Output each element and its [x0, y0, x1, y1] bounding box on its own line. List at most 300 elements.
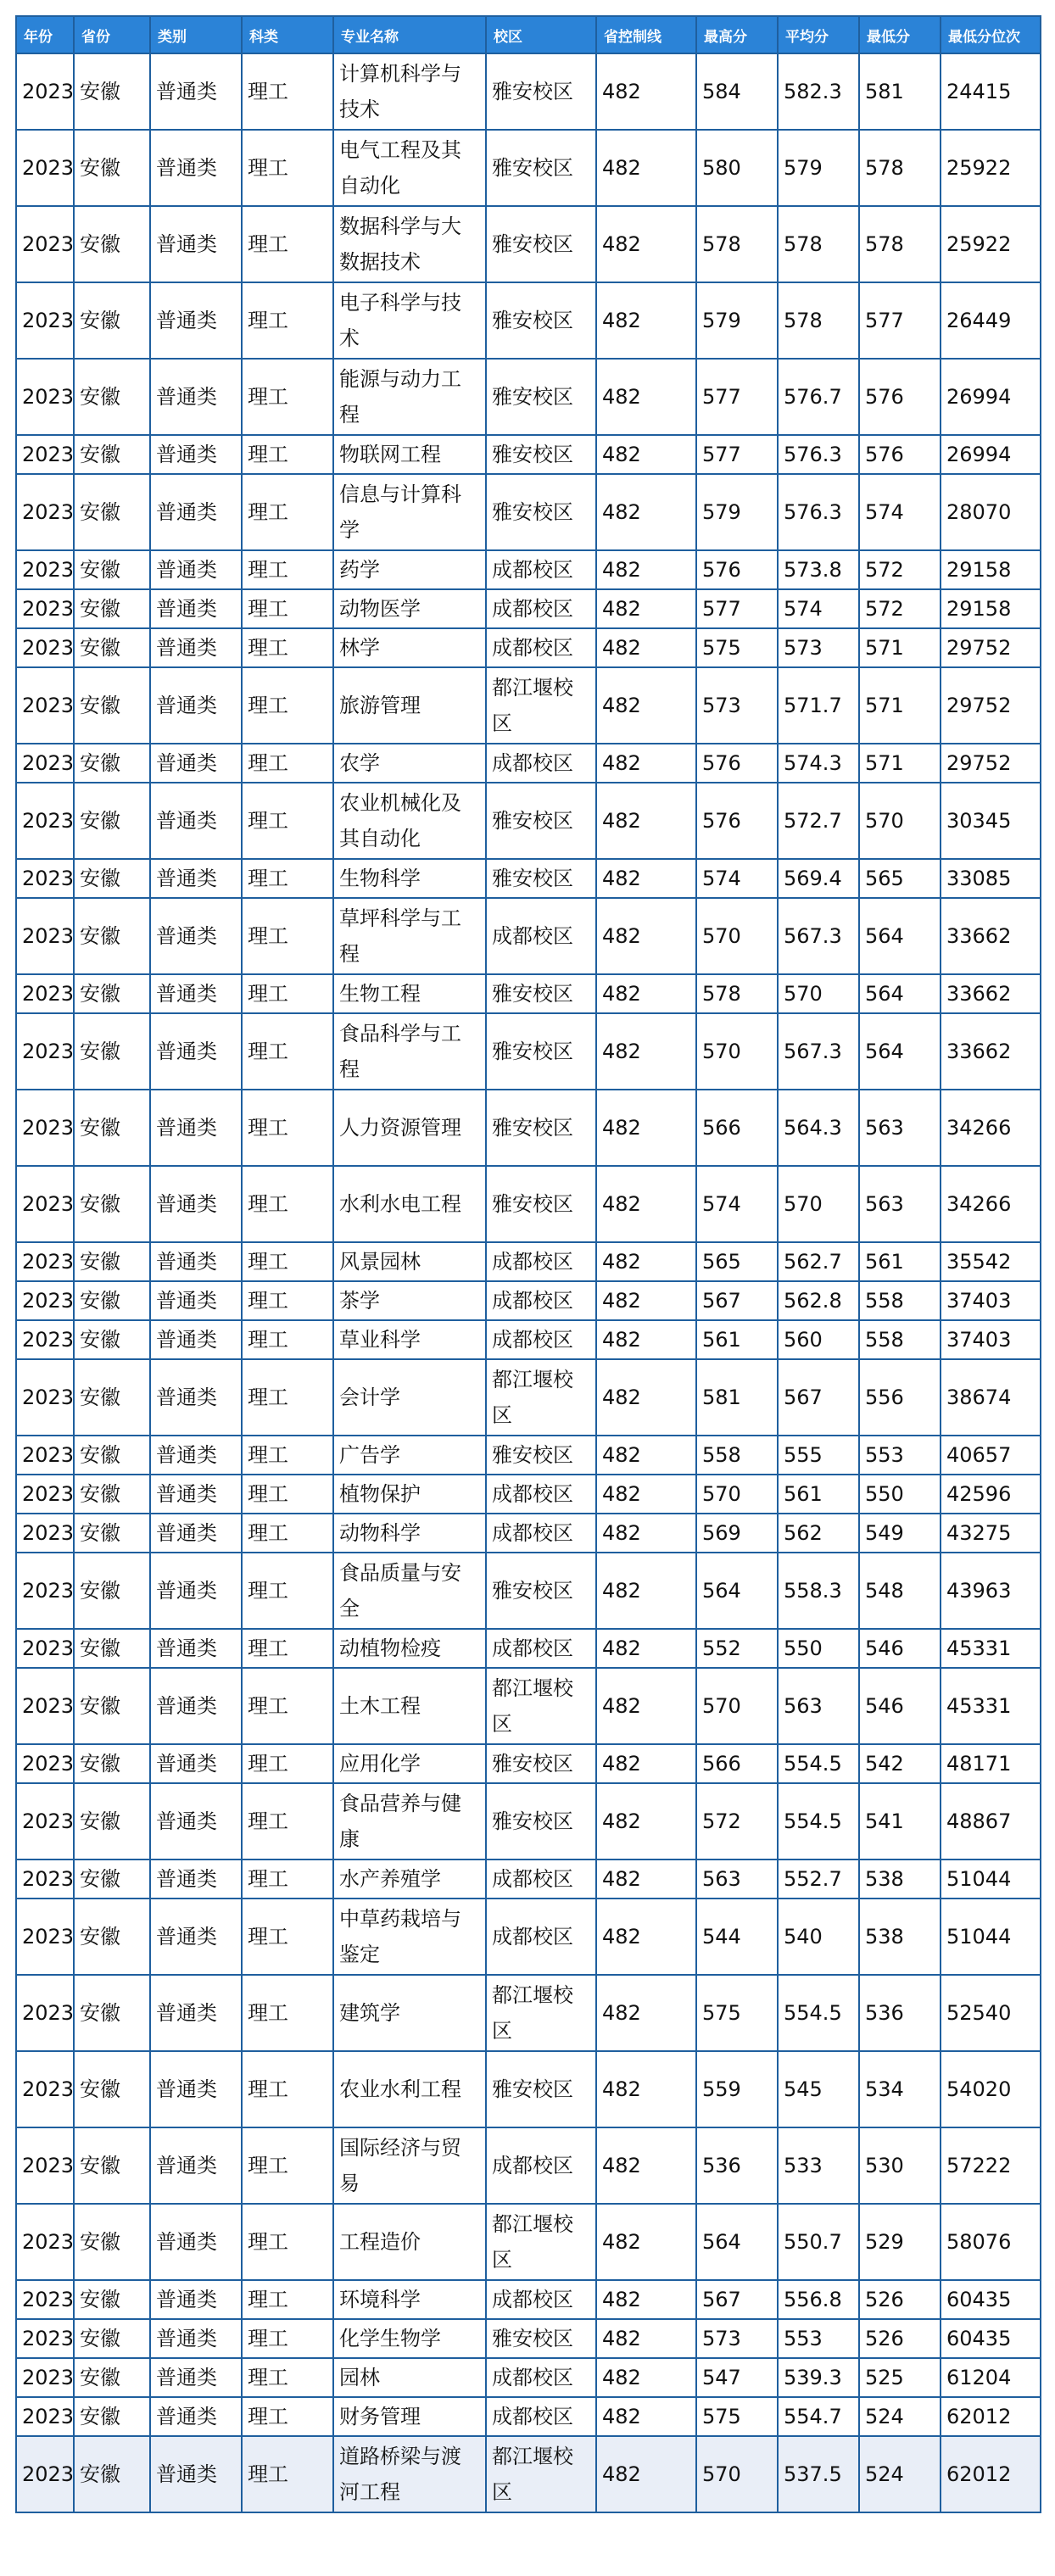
cell-major: 化学生物学 [333, 2319, 486, 2358]
cell-control-line: 482 [596, 667, 696, 744]
cell-min-score: 571 [859, 744, 941, 783]
cell-min-rank: 25922 [941, 206, 1041, 282]
cell-min-score: 571 [859, 628, 941, 667]
cell-min-score: 564 [859, 1013, 941, 1090]
table-row [16, 359, 1041, 435]
cell-max-score: 563 [696, 1860, 778, 1899]
table-row [16, 2127, 1041, 2204]
cell-max-score: 570 [696, 1013, 778, 1090]
table-row [16, 783, 1041, 859]
cell-subject: 理工 [242, 783, 333, 859]
cell-min-rank: 48171 [941, 1744, 1041, 1783]
cell-max-score: 566 [696, 1090, 778, 1166]
cell-province: 安徽 [74, 1320, 150, 1359]
cell-max-score: 570 [696, 1475, 778, 1514]
table-row [16, 130, 1041, 206]
header-category: 类别 [150, 16, 242, 53]
cell-max-score: 544 [696, 1899, 778, 1975]
cell-year: 2023 [16, 2397, 74, 2436]
cell-min-score: 550 [859, 1475, 941, 1514]
cell-min-score: 524 [859, 2436, 941, 2512]
cell-major: 能源与动力工程 [333, 359, 486, 435]
cell-max-score: 567 [696, 2280, 778, 2319]
cell-control-line: 482 [596, 1629, 696, 1668]
cell-min-rank: 25922 [941, 130, 1041, 206]
cell-max-score: 573 [696, 2319, 778, 2358]
cell-control-line: 482 [596, 1320, 696, 1359]
cell-min-score: 556 [859, 1359, 941, 1436]
cell-min-rank: 34266 [941, 1090, 1041, 1166]
cell-province: 安徽 [74, 1242, 150, 1281]
cell-avg-score: 563 [778, 1668, 859, 1744]
cell-min-rank: 29752 [941, 744, 1041, 783]
table-row [16, 1475, 1041, 1514]
cell-max-score: 536 [696, 2127, 778, 2204]
cell-category: 普通类 [150, 628, 242, 667]
cell-year: 2023 [16, 1359, 74, 1436]
cell-province: 安徽 [74, 1744, 150, 1783]
cell-min-rank: 48867 [941, 1783, 1041, 1860]
cell-avg-score: 573 [778, 628, 859, 667]
cell-control-line: 482 [596, 2397, 696, 2436]
cell-avg-score: 569.4 [778, 859, 859, 898]
cell-category: 普通类 [150, 1166, 242, 1242]
table-row [16, 2280, 1041, 2319]
cell-subject: 理工 [242, 2204, 333, 2280]
cell-subject: 理工 [242, 550, 333, 589]
cell-control-line: 482 [596, 2204, 696, 2280]
cell-category: 普通类 [150, 898, 242, 974]
cell-subject: 理工 [242, 2127, 333, 2204]
cell-min-rank: 62012 [941, 2397, 1041, 2436]
cell-major: 动植物检疫 [333, 1629, 486, 1668]
header-control-line: 省控制线 [596, 16, 696, 53]
cell-category: 普通类 [150, 2280, 242, 2319]
cell-campus: 雅安校区 [486, 2051, 596, 2127]
cell-avg-score: 539.3 [778, 2358, 859, 2397]
cell-province: 安徽 [74, 2436, 150, 2512]
table-row [16, 550, 1041, 589]
cell-subject: 理工 [242, 282, 333, 359]
cell-major: 会计学 [333, 1359, 486, 1436]
cell-category: 普通类 [150, 1436, 242, 1475]
cell-major: 道路桥梁与渡河工程 [333, 2436, 486, 2512]
cell-major: 电子科学与技术 [333, 282, 486, 359]
cell-campus: 雅安校区 [486, 53, 596, 130]
cell-max-score: 576 [696, 550, 778, 589]
cell-avg-score: 550 [778, 1629, 859, 1668]
cell-min-score: 530 [859, 2127, 941, 2204]
cell-control-line: 482 [596, 628, 696, 667]
cell-major: 农业机械化及其自动化 [333, 783, 486, 859]
cell-category: 普通类 [150, 1359, 242, 1436]
cell-subject: 理工 [242, 1320, 333, 1359]
table-body [16, 53, 1041, 2512]
cell-year: 2023 [16, 1744, 74, 1783]
cell-min-rank: 33085 [941, 859, 1041, 898]
cell-min-score: 524 [859, 2397, 941, 2436]
cell-province: 安徽 [74, 783, 150, 859]
cell-min-rank: 58076 [941, 2204, 1041, 2280]
cell-min-score: 546 [859, 1668, 941, 1744]
cell-year: 2023 [16, 898, 74, 974]
cell-min-rank: 45331 [941, 1629, 1041, 1668]
cell-avg-score: 570 [778, 1166, 859, 1242]
cell-control-line: 482 [596, 2280, 696, 2319]
cell-major: 食品营养与健康 [333, 1783, 486, 1860]
cell-campus: 成都校区 [486, 2127, 596, 2204]
cell-major: 广告学 [333, 1436, 486, 1475]
cell-control-line: 482 [596, 550, 696, 589]
cell-subject: 理工 [242, 1975, 333, 2051]
cell-subject: 理工 [242, 1013, 333, 1090]
cell-category: 普通类 [150, 130, 242, 206]
cell-year: 2023 [16, 1013, 74, 1090]
cell-min-rank: 51044 [941, 1899, 1041, 1975]
cell-category: 普通类 [150, 1475, 242, 1514]
cell-min-rank: 52540 [941, 1975, 1041, 2051]
cell-year: 2023 [16, 2319, 74, 2358]
cell-major: 林学 [333, 628, 486, 667]
table-row [16, 2204, 1041, 2280]
cell-min-rank: 45331 [941, 1668, 1041, 1744]
cell-avg-score: 550.7 [778, 2204, 859, 2280]
cell-campus: 雅安校区 [486, 1013, 596, 1090]
cell-min-score: 577 [859, 282, 941, 359]
cell-control-line: 482 [596, 859, 696, 898]
cell-control-line: 482 [596, 589, 696, 628]
cell-province: 安徽 [74, 206, 150, 282]
cell-min-score: 526 [859, 2280, 941, 2319]
cell-major: 水利水电工程 [333, 1166, 486, 1242]
admission-scores-table-container [15, 15, 1040, 2513]
cell-campus: 雅安校区 [486, 359, 596, 435]
cell-major: 电气工程及其自动化 [333, 130, 486, 206]
cell-avg-score: 554.5 [778, 1783, 859, 1860]
header-min-score: 最低分 [859, 16, 941, 53]
cell-category: 普通类 [150, 974, 242, 1013]
cell-min-rank: 40657 [941, 1436, 1041, 1475]
table-row [16, 435, 1041, 474]
cell-avg-score: 582.3 [778, 53, 859, 130]
cell-avg-score: 579 [778, 130, 859, 206]
cell-subject: 理工 [242, 898, 333, 974]
cell-subject: 理工 [242, 2436, 333, 2512]
cell-year: 2023 [16, 282, 74, 359]
cell-major: 动物科学 [333, 1514, 486, 1553]
cell-avg-score: 564.3 [778, 1090, 859, 1166]
cell-campus: 都江堰校区 [486, 2436, 596, 2512]
cell-province: 安徽 [74, 744, 150, 783]
cell-year: 2023 [16, 1090, 74, 1166]
cell-avg-score: 558.3 [778, 1553, 859, 1629]
cell-min-rank: 62012 [941, 2436, 1041, 2512]
cell-min-score: 572 [859, 589, 941, 628]
cell-major: 建筑学 [333, 1975, 486, 2051]
table-row [16, 2397, 1041, 2436]
cell-subject: 理工 [242, 628, 333, 667]
cell-min-rank: 51044 [941, 1860, 1041, 1899]
cell-min-rank: 29158 [941, 589, 1041, 628]
cell-control-line: 482 [596, 359, 696, 435]
cell-year: 2023 [16, 974, 74, 1013]
cell-max-score: 580 [696, 130, 778, 206]
cell-control-line: 482 [596, 1744, 696, 1783]
cell-subject: 理工 [242, 2358, 333, 2397]
cell-max-score: 566 [696, 1744, 778, 1783]
cell-year: 2023 [16, 744, 74, 783]
cell-subject: 理工 [242, 2051, 333, 2127]
cell-subject: 理工 [242, 206, 333, 282]
cell-province: 安徽 [74, 859, 150, 898]
cell-major: 信息与计算科学 [333, 474, 486, 550]
table-row [16, 2319, 1041, 2358]
cell-campus: 雅安校区 [486, 783, 596, 859]
table-row [16, 1553, 1041, 1629]
cell-min-score: 536 [859, 1975, 941, 2051]
cell-subject: 理工 [242, 1860, 333, 1899]
cell-campus: 都江堰校区 [486, 2204, 596, 2280]
cell-min-score: 526 [859, 2319, 941, 2358]
cell-campus: 雅安校区 [486, 1436, 596, 1475]
cell-avg-score: 571.7 [778, 667, 859, 744]
table-row [16, 859, 1041, 898]
cell-category: 普通类 [150, 859, 242, 898]
cell-min-score: 563 [859, 1166, 941, 1242]
cell-subject: 理工 [242, 1783, 333, 1860]
cell-max-score: 561 [696, 1320, 778, 1359]
cell-year: 2023 [16, 1668, 74, 1744]
admission-scores-table [15, 15, 1041, 2513]
cell-category: 普通类 [150, 1629, 242, 1668]
cell-category: 普通类 [150, 1281, 242, 1320]
cell-subject: 理工 [242, 1242, 333, 1281]
cell-max-score: 574 [696, 859, 778, 898]
cell-major: 食品质量与安全 [333, 1553, 486, 1629]
cell-avg-score: 561 [778, 1475, 859, 1514]
cell-avg-score: 552.7 [778, 1860, 859, 1899]
cell-campus: 雅安校区 [486, 474, 596, 550]
cell-subject: 理工 [242, 1359, 333, 1436]
cell-major: 人力资源管理 [333, 1090, 486, 1166]
cell-category: 普通类 [150, 1744, 242, 1783]
cell-min-score: 558 [859, 1320, 941, 1359]
cell-province: 安徽 [74, 2358, 150, 2397]
cell-control-line: 482 [596, 1013, 696, 1090]
cell-min-score: 541 [859, 1783, 941, 1860]
header-row [16, 16, 1041, 53]
table-row [16, 1668, 1041, 1744]
cell-year: 2023 [16, 1514, 74, 1553]
cell-year: 2023 [16, 550, 74, 589]
cell-campus: 雅安校区 [486, 282, 596, 359]
cell-avg-score: 574 [778, 589, 859, 628]
cell-year: 2023 [16, 2358, 74, 2397]
cell-avg-score: 533 [778, 2127, 859, 2204]
cell-min-score: 553 [859, 1436, 941, 1475]
table-row [16, 628, 1041, 667]
cell-min-score: 546 [859, 1629, 941, 1668]
cell-category: 普通类 [150, 2397, 242, 2436]
cell-control-line: 482 [596, 1281, 696, 1320]
cell-year: 2023 [16, 474, 74, 550]
cell-subject: 理工 [242, 359, 333, 435]
cell-major: 食品科学与工程 [333, 1013, 486, 1090]
cell-campus: 成都校区 [486, 1281, 596, 1320]
table-row [16, 1320, 1041, 1359]
cell-major: 风景园林 [333, 1242, 486, 1281]
header-avg-score: 平均分 [778, 16, 859, 53]
table-row [16, 282, 1041, 359]
cell-max-score: 569 [696, 1514, 778, 1553]
cell-category: 普通类 [150, 2051, 242, 2127]
cell-max-score: 564 [696, 2204, 778, 2280]
cell-subject: 理工 [242, 1436, 333, 1475]
cell-min-rank: 29752 [941, 628, 1041, 667]
cell-control-line: 482 [596, 744, 696, 783]
cell-major: 动物医学 [333, 589, 486, 628]
cell-campus: 雅安校区 [486, 974, 596, 1013]
cell-subject: 理工 [242, 1281, 333, 1320]
cell-campus: 成都校区 [486, 1629, 596, 1668]
cell-avg-score: 576.7 [778, 359, 859, 435]
cell-category: 普通类 [150, 1514, 242, 1553]
cell-min-score: 581 [859, 53, 941, 130]
cell-min-score: 529 [859, 2204, 941, 2280]
cell-subject: 理工 [242, 744, 333, 783]
cell-min-score: 578 [859, 206, 941, 282]
cell-major: 中草药栽培与鉴定 [333, 1899, 486, 1975]
cell-max-score: 584 [696, 53, 778, 130]
cell-min-rank: 37403 [941, 1281, 1041, 1320]
cell-category: 普通类 [150, 474, 242, 550]
cell-control-line: 482 [596, 1668, 696, 1744]
header-subject: 科类 [242, 16, 333, 53]
cell-province: 安徽 [74, 1860, 150, 1899]
cell-category: 普通类 [150, 667, 242, 744]
cell-campus: 雅安校区 [486, 1744, 596, 1783]
cell-max-score: 552 [696, 1629, 778, 1668]
cell-year: 2023 [16, 2204, 74, 2280]
cell-min-score: 561 [859, 1242, 941, 1281]
cell-min-score: 534 [859, 2051, 941, 2127]
cell-min-rank: 24415 [941, 53, 1041, 130]
cell-year: 2023 [16, 1475, 74, 1514]
cell-min-score: 572 [859, 550, 941, 589]
table-row [16, 1514, 1041, 1553]
cell-subject: 理工 [242, 1514, 333, 1553]
cell-category: 普通类 [150, 53, 242, 130]
cell-province: 安徽 [74, 2051, 150, 2127]
cell-year: 2023 [16, 206, 74, 282]
cell-control-line: 482 [596, 2358, 696, 2397]
cell-year: 2023 [16, 1899, 74, 1975]
cell-campus: 雅安校区 [486, 859, 596, 898]
cell-province: 安徽 [74, 2319, 150, 2358]
cell-province: 安徽 [74, 1629, 150, 1668]
table-row [16, 1166, 1041, 1242]
table-row [16, 474, 1041, 550]
cell-max-score: 579 [696, 282, 778, 359]
cell-max-score: 575 [696, 1975, 778, 2051]
cell-avg-score: 567.3 [778, 1013, 859, 1090]
cell-max-score: 577 [696, 435, 778, 474]
cell-campus: 成都校区 [486, 2358, 596, 2397]
cell-major: 植物保护 [333, 1475, 486, 1514]
table-row [16, 206, 1041, 282]
table-row [16, 1899, 1041, 1975]
header-campus: 校区 [486, 16, 596, 53]
table-row [16, 53, 1041, 130]
cell-subject: 理工 [242, 1166, 333, 1242]
header-max-score: 最高分 [696, 16, 778, 53]
cell-min-rank: 38674 [941, 1359, 1041, 1436]
cell-province: 安徽 [74, 2397, 150, 2436]
cell-min-score: 549 [859, 1514, 941, 1553]
cell-year: 2023 [16, 628, 74, 667]
cell-province: 安徽 [74, 2127, 150, 2204]
cell-year: 2023 [16, 859, 74, 898]
cell-year: 2023 [16, 1436, 74, 1475]
cell-major: 生物科学 [333, 859, 486, 898]
cell-campus: 都江堰校区 [486, 1975, 596, 2051]
cell-subject: 理工 [242, 474, 333, 550]
cell-max-score: 565 [696, 1242, 778, 1281]
cell-avg-score: 555 [778, 1436, 859, 1475]
cell-max-score: 578 [696, 206, 778, 282]
cell-avg-score: 540 [778, 1899, 859, 1975]
cell-min-rank: 34266 [941, 1166, 1041, 1242]
cell-min-score: 576 [859, 435, 941, 474]
cell-province: 安徽 [74, 1899, 150, 1975]
header-min-rank: 最低分位次 [941, 16, 1041, 53]
cell-major: 国际经济与贸易 [333, 2127, 486, 2204]
cell-year: 2023 [16, 435, 74, 474]
cell-subject: 理工 [242, 1475, 333, 1514]
cell-campus: 雅安校区 [486, 1166, 596, 1242]
cell-avg-score: 562.8 [778, 1281, 859, 1320]
cell-subject: 理工 [242, 589, 333, 628]
cell-min-score: 570 [859, 783, 941, 859]
cell-subject: 理工 [242, 1629, 333, 1668]
cell-max-score: 577 [696, 359, 778, 435]
cell-avg-score: 567 [778, 1359, 859, 1436]
cell-major: 计算机科学与技术 [333, 53, 486, 130]
cell-min-score: 576 [859, 359, 941, 435]
cell-campus: 雅安校区 [486, 1783, 596, 1860]
cell-province: 安徽 [74, 1013, 150, 1090]
cell-subject: 理工 [242, 974, 333, 1013]
cell-min-score: 563 [859, 1090, 941, 1166]
cell-avg-score: 554.5 [778, 1975, 859, 2051]
cell-min-rank: 30345 [941, 783, 1041, 859]
cell-control-line: 482 [596, 898, 696, 974]
cell-category: 普通类 [150, 744, 242, 783]
cell-min-rank: 33662 [941, 898, 1041, 974]
table-row [16, 1090, 1041, 1166]
cell-year: 2023 [16, 1975, 74, 2051]
cell-control-line: 482 [596, 435, 696, 474]
header-province: 省份 [74, 16, 150, 53]
cell-province: 安徽 [74, 282, 150, 359]
cell-year: 2023 [16, 53, 74, 130]
cell-max-score: 575 [696, 628, 778, 667]
cell-campus: 成都校区 [486, 1514, 596, 1553]
cell-avg-score: 572.7 [778, 783, 859, 859]
cell-province: 安徽 [74, 1359, 150, 1436]
cell-control-line: 482 [596, 1975, 696, 2051]
cell-major: 药学 [333, 550, 486, 589]
